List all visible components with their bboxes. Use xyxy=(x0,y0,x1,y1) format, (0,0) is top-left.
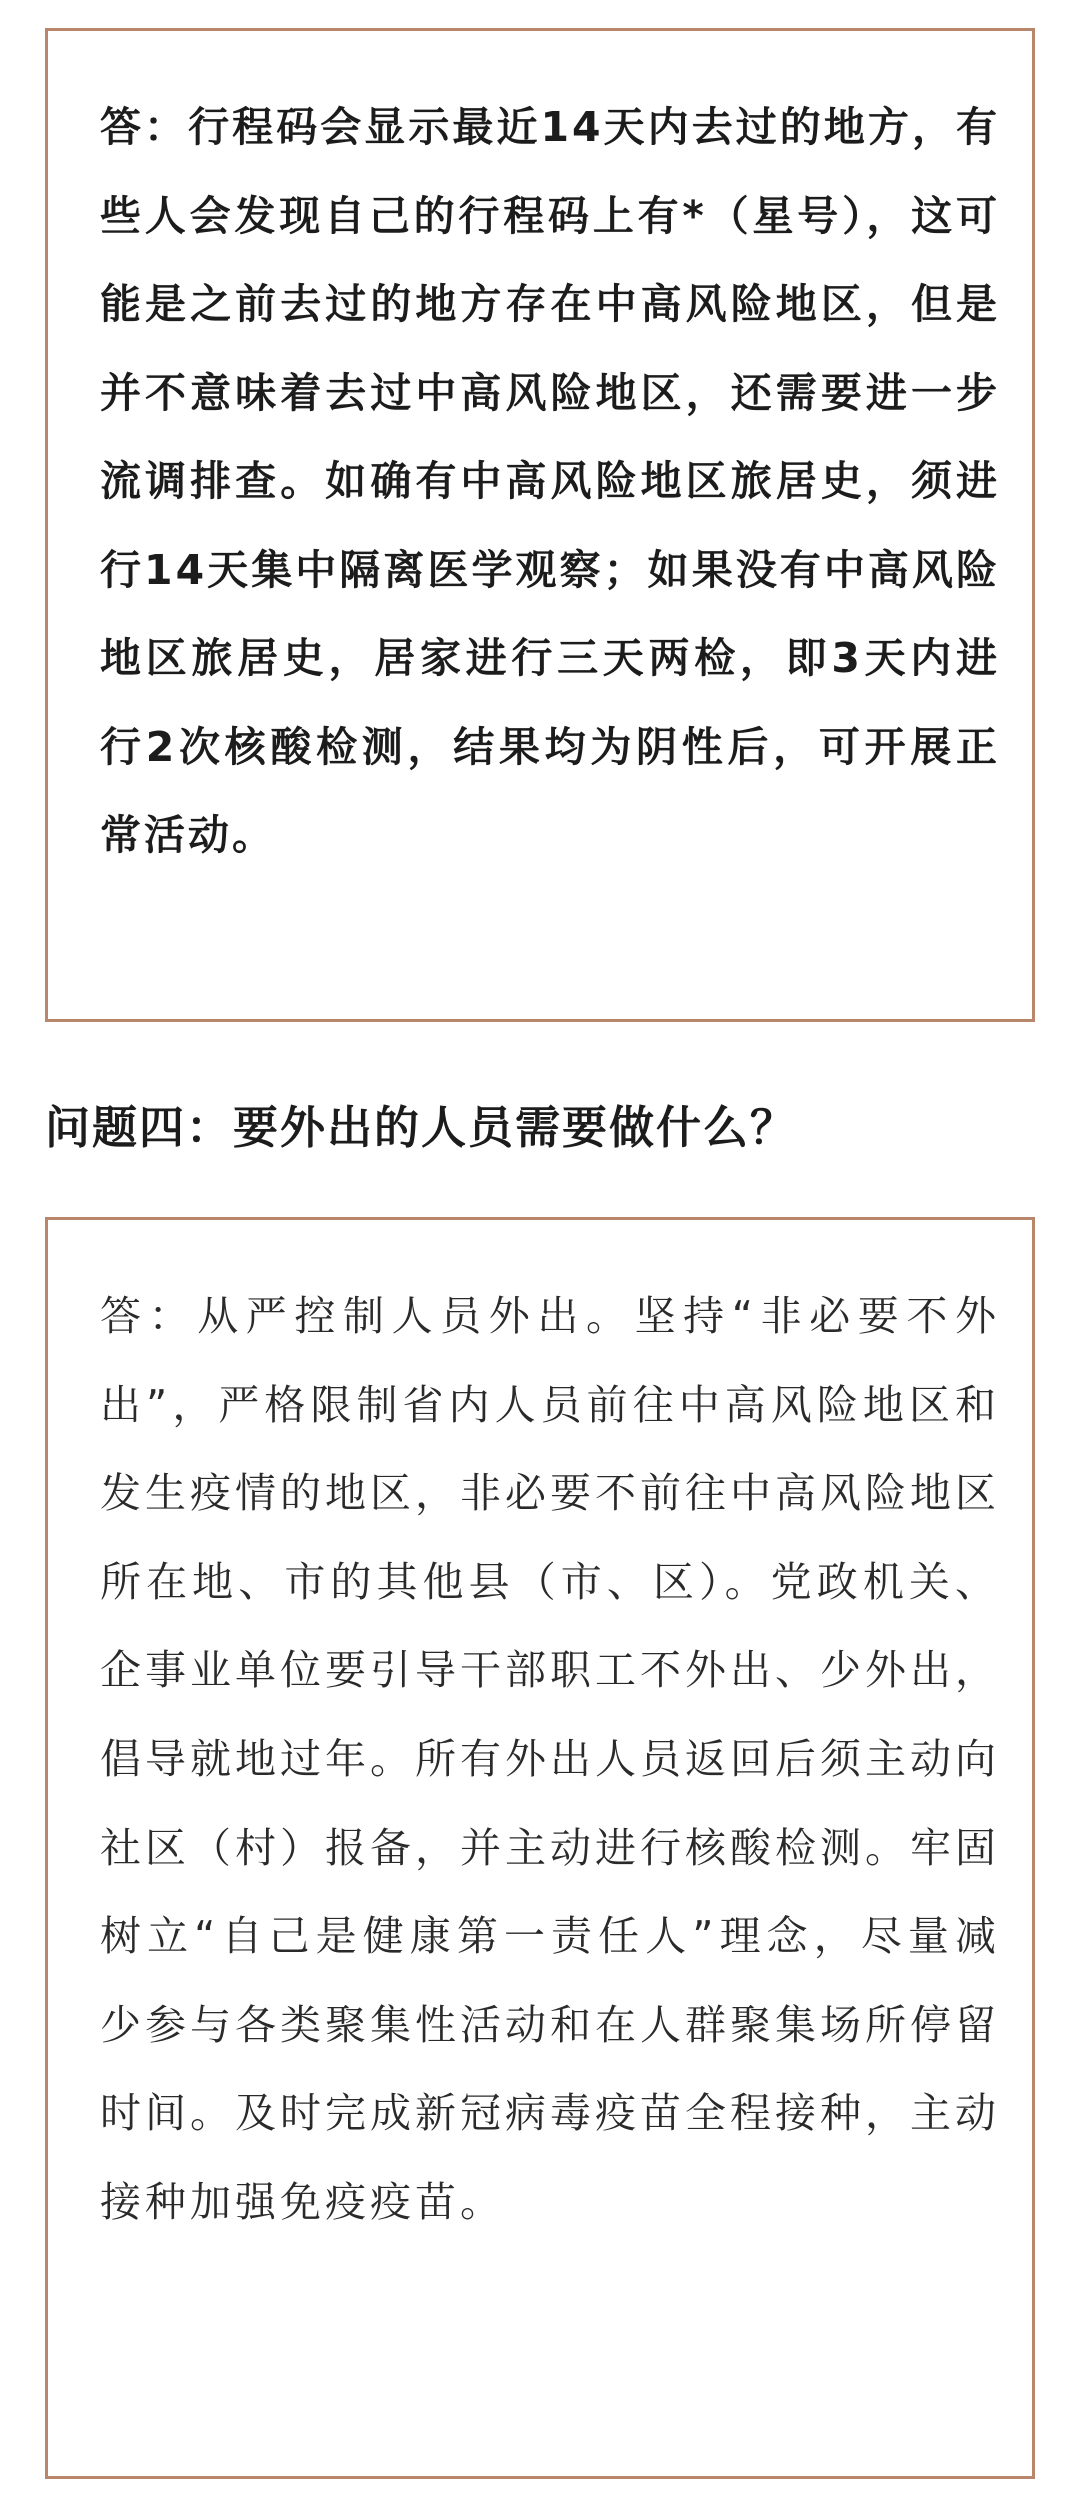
answer-1-text: 答：行程码会显示最近14天内去过的地方，有些人会发现自己的行程码上有*（星号），这可能是之前去过的地方存在中高风险地区，但是并不意味着去过中高风险地区，还需要进一步流调排查。如确有中高风险地区旅居史，须进行14天集中隔离医学观察；如果没有中高风险地区旅居史，居家进行三天两检，即3天内进行2次核酸检测，结果均为阴性后，可开展正常活动。 xyxy=(100,103,1000,859)
answer-box-1 xyxy=(45,28,1035,1022)
answer-4-text: 答：从严控制人员外出。坚持“非必要不外出”，严格限制省内人员前往中高风险地区和发生疫情的地区，非必要不前往中高风险地区所在地、市的其他县（市、区）。党政机关、企事业单位要引导干部职工不外出、少外出，倡导就地过年。所有外出人员返回后须主动向社区（村）报备，并主动进行核酸检测。牢固树立“自己是健康第一责任人”理念，尽量减少参与各类聚集性活动和在人群聚集场所停留时间。及时完成新冠病毒疫苗全程接种，主动接种加强免疫疫苗。 xyxy=(100,1292,1000,2226)
question-4-heading: 问题四：要外出的人员需要做什么？ xyxy=(45,1101,798,1154)
answer-box-4 xyxy=(45,1217,1035,2479)
